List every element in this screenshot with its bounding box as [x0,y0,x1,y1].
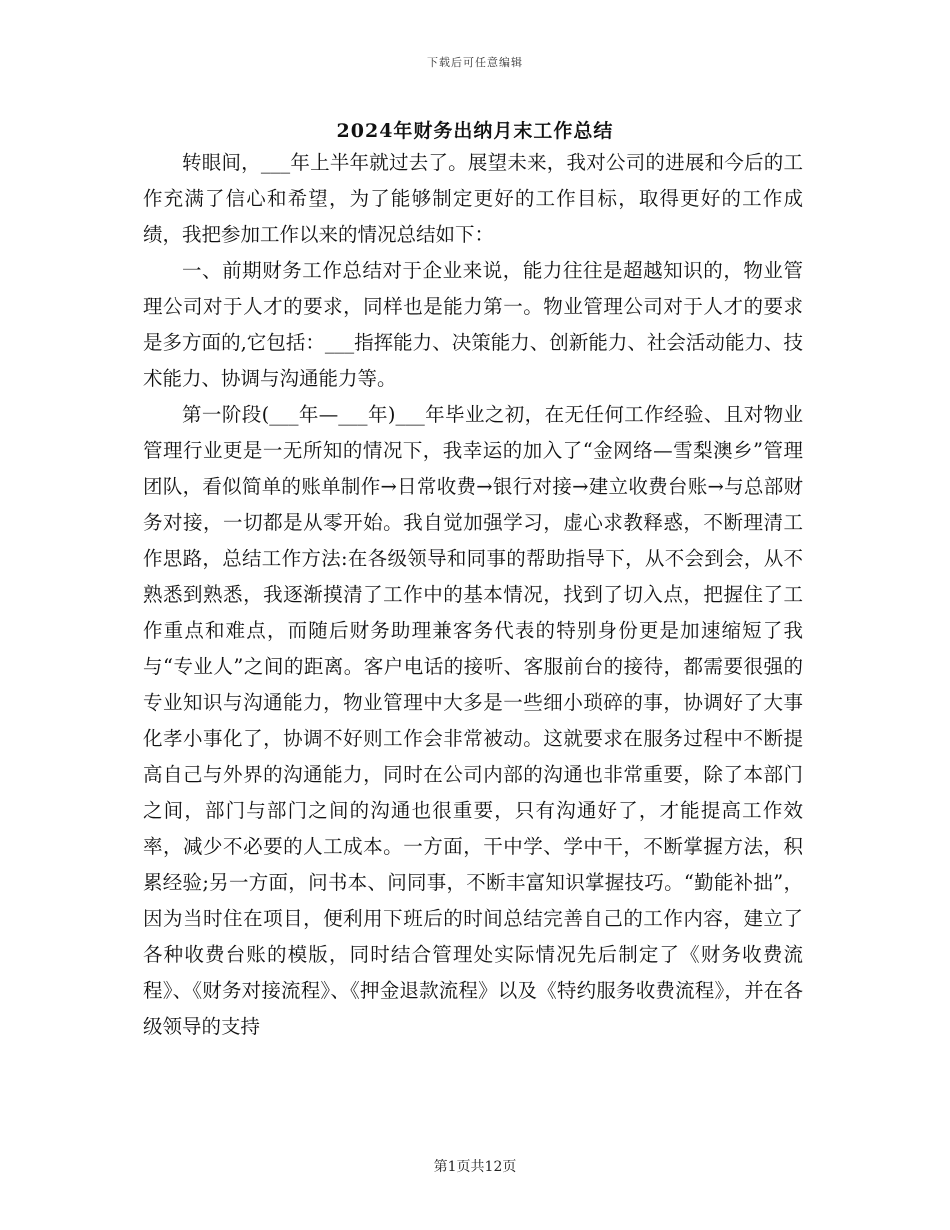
paragraph-section-one: 一、前期财务工作总结对于企业来说，能力往往是超越知识的，物业管理公司对于人才的要求，同样也是能力第一。物业管理公司对于人才的要求是多方面的,它包括：___指挥能力、决策能力、创新能力、社会活动能力、技术能力、协调与沟通能力等。 [143,259,803,390]
document-body [143,145,803,1045]
paragraph-stage-one: 第一阶段(___年—___年)___年毕业之初，在无任何工作经验、且对物业管理行业更是一无所知的情况下，我幸运的加入了“金网络—雪梨澳乡”管理团队，看似简单的账单制作→日常收费→银行对接→建立收费台账→与总部财务对接，一切都是从零开始。我自觉加强学习，虚心求教释惑，不断理清工作思路，总结工作方法:在各级领导和同事的帮助指导下，从不会到会，从不熟悉到熟悉，我逐渐摸清了工作中的基本情况，找到了切入点，把握住了工作重点和难点，而随后财务助理兼客务代表的特别身份更是加速缩短了我与“专业人”之间的距离。客户电话的接听、客服前台的接待，都需要很强的专业知识与沟通能力，物业管理中大多是一些细小琐碎的事，协调好了大事化孝小事化了，协调不好则工作会非常被动。这就要求在服务过程中不断提高自己与外界的沟通能力，同时在公司内部的沟通也非常重要，除了本部门之间，部门与部门之间的沟通也很重要，只有沟通好了，才能提高工作效率，减少不必要的人工成本。一方面，干中学、学中干，不断掌握方法，积累经验;另一方面，问书本、问同事，不断丰富知识掌握技巧。“勤能补拙”，因为当时住在项目，便利用下班后的时间总结完善自己的工作内容，建立了各种收费台账的模版，同时结合管理处实际情况先后制定了《财务收费流程》、《财务对接流程》、《押金退款流程》以及《特约服务收费流程》，并在各级领导的支持 [143,403,803,1038]
header-note: 下载后可任意编辑 [427,56,523,69]
paragraph-intro: 转眼间，___年上半年就过去了。展望未来，我对公司的进展和今后的工作充满了信心和希望，为了能够制定更好的工作目标，取得更好的工作成绩，我把参加工作以来的情况总结如下： [143,151,803,246]
page-footer: 第1页共12页 [433,1159,517,1175]
document-title: 2024年财务出纳月末工作总结 [336,120,614,142]
